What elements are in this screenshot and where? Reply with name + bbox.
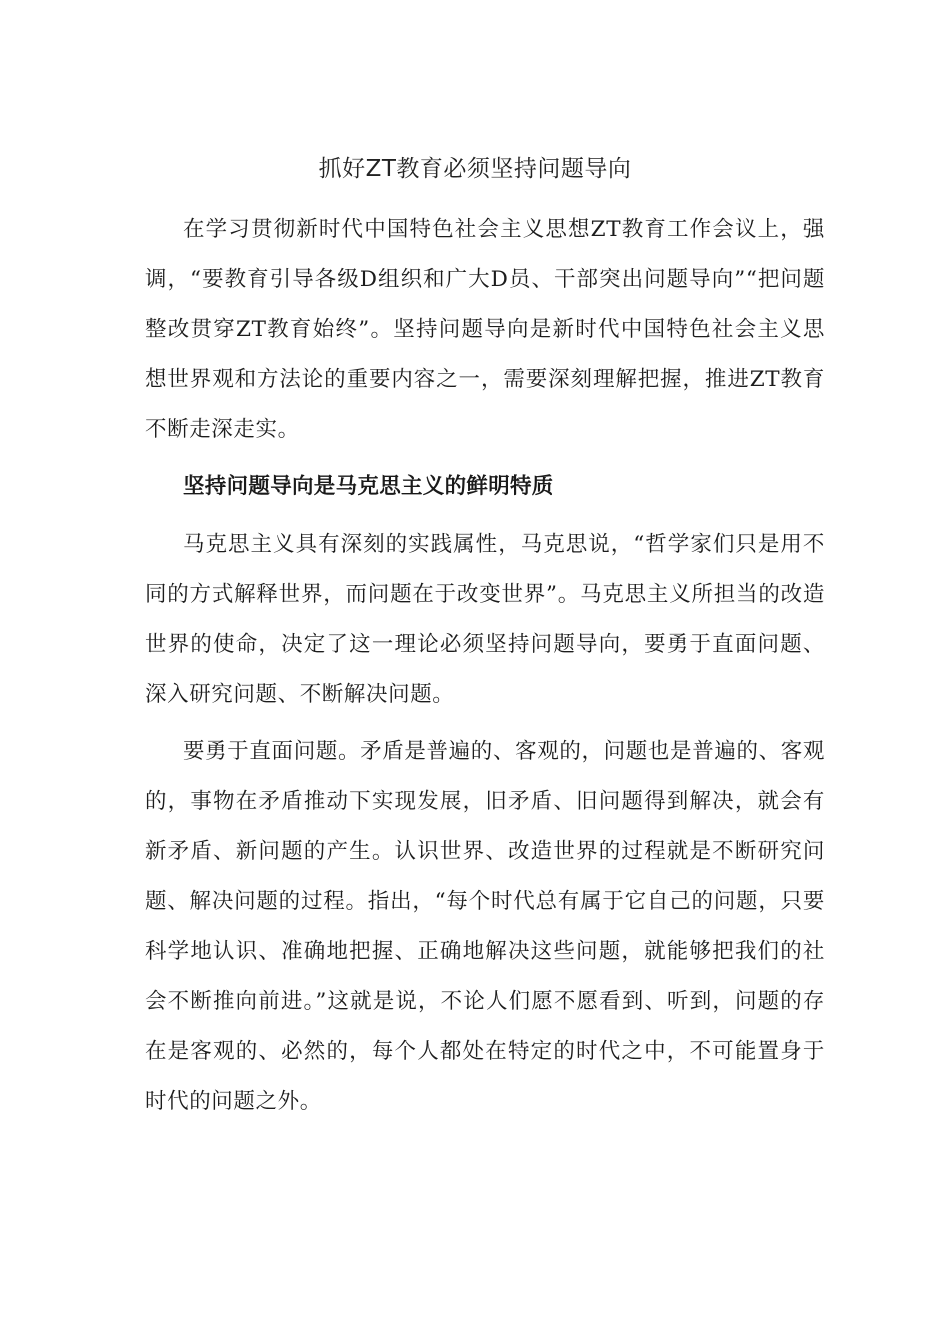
paragraph-1: 在学习贯彻新时代中国特色社会主义思想ZT教育工作会议上，强调，“要教育引导各级D组织和广大D员、干部突出问题导向”“把问题整改贯穿ZT教育始终”。坚持问题导向是新时代中国特色社会主义思想世界观和方法论的重要内容之一，需要深刻理解把握，推进ZT教育不断走深走实。 <box>145 217 825 442</box>
paragraph-2: 马克思主义具有深刻的实践属性，马克思说，“哲学家们只是用不同的方式解释世界，而问题在于改变世界”。马克思主义所担当的改造世界的使命，决定了这一理论必须坚持问题导向，要勇于直面问题、深入研究问题、不断解决问题。 <box>145 532 825 707</box>
section-heading-1: 坚持问题导向是马克思主义的鲜明特质 <box>183 474 554 499</box>
paragraph-block-2 <box>145 520 825 720</box>
paragraph-block-3 <box>145 727 825 1127</box>
paragraph-3: 要勇于直面问题。矛盾是普遍的、客观的，问题也是普遍的、客观的，事物在矛盾推动下实现发展，旧矛盾、旧问题得到解决，就会有新矛盾、新问题的产生。认识世界、改造世界的过程就是不断研究问题、解决问题的过程。指出，“每个时代总有属于它自己的问题，只要科学地认识、准确地把握、正确地解决这些问题，就能够把我们的社会不断推向前进。”这就是说，不论人们愿不愿看到、听到，问题的存在是客观的、必然的，每个人都处在特定的时代之中，不可能置身于时代的问题之外。 <box>145 739 825 1114</box>
paragraph-block-1 <box>145 205 825 455</box>
section-heading-block <box>145 462 825 512</box>
document-title: 抓好ZT教育必须坚持问题导向 <box>318 156 632 182</box>
